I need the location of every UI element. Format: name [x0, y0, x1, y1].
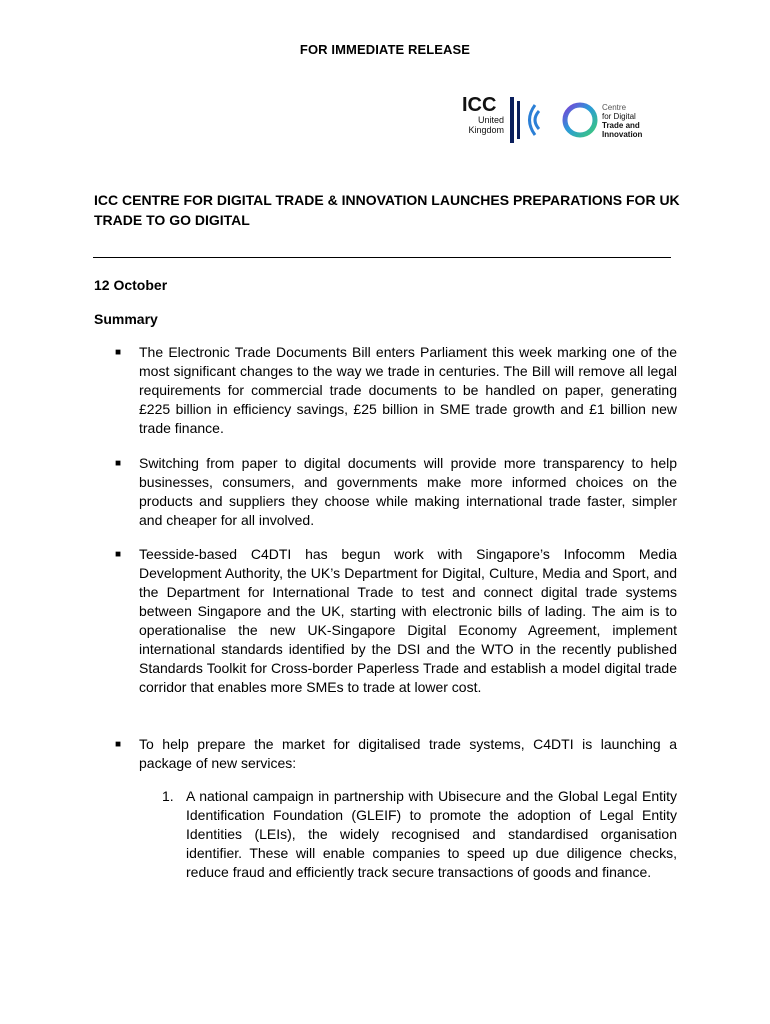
summary-bullet-1: The Electronic Trade Documents Bill enters Parliament this week marking one of the most significant changes to the way we trade in centuries. The Bill will remove all legal requirements for commercial trade documents to be handled on paper, generating £225 billion in efficiency savings, £25 billion in SME trade growth and £1 billion new trade finance. [139, 344, 677, 436]
release-date: 12 October [94, 277, 168, 293]
numbered-item-text: A national campaign in partnership with Ubisecure and the Global Legal Entity Identification Foundation (GLEIF) to promote the adoption of Legal Entity Identities (LEIs), the widely recognised and standardised organisation identifier. These will enable companies to speed up due diligence checks, reduce fraud and efficiently track secure transactions of goods and finance. [186, 788, 677, 880]
icc-logo-subtitle [462, 115, 504, 135]
summary-bullet-4: To help prepare the market for digitalised trade systems, C4DTI is launching a package of new services: [139, 736, 677, 771]
c4dti-logo-text [602, 103, 642, 139]
bullet-marker: ■ [115, 347, 122, 358]
release-label: FOR IMMEDIATE RELEASE [299, 42, 471, 57]
icc-logo-text: ICC [462, 94, 497, 116]
summary-bullet-3: Teesside-based C4DTI has begun work with Singapore’s Infocomm Media Development Authority, the UK’s Department for Digital, Culture, Media and Sport, and the Department for International Trade to test and connect digital trade systems between Singapore and the UK, starting with electronic bills of lading. The aim is to operationalise the new UK-Singapore Digital Economy Agreement, implement international standards identified by the DSI and the WTO in the recently published Standards Toolkit for Cross-border Paperless Trade and establish a model digital trade corridor that enables more SMEs to trade at lower cost. [139, 546, 677, 695]
summary-heading: Summary [94, 311, 158, 327]
icc-logo-sub-line2: Kingdom [468, 125, 504, 135]
bullet-marker: ■ [115, 549, 122, 560]
icc-bars-icon [508, 97, 540, 143]
c4dti-ring-icon [560, 100, 600, 140]
numbered-item-number: 1. [162, 788, 174, 804]
logo-group [458, 95, 658, 145]
icc-logo-sub-line1: United [477, 115, 504, 125]
c4dti-line2: for Digital [602, 112, 636, 121]
c4dti-line3: Trade and [602, 121, 640, 130]
summary-bullet-2: Switching from paper to digital documents will provide more transparency to help businesses, consumers, and governments make more informed choices on the products and suppliers they choose while making international trade faster, simpler and cheaper for all involved. [139, 455, 677, 528]
c4dti-line4: Innovation [602, 130, 643, 139]
c4dti-line1: Centre [602, 103, 627, 112]
c4dti-logo [560, 100, 660, 145]
divider-rule [93, 257, 671, 258]
bullet-marker: ■ [115, 458, 122, 469]
icc-uk-logo [458, 95, 543, 145]
headline: ICC CENTRE FOR DIGITAL TRADE & INNOVATION LAUNCHES PREPARATIONS FOR UK TRADE TO GO DIGITAL [94, 192, 680, 228]
bullet-marker: ■ [115, 739, 122, 750]
